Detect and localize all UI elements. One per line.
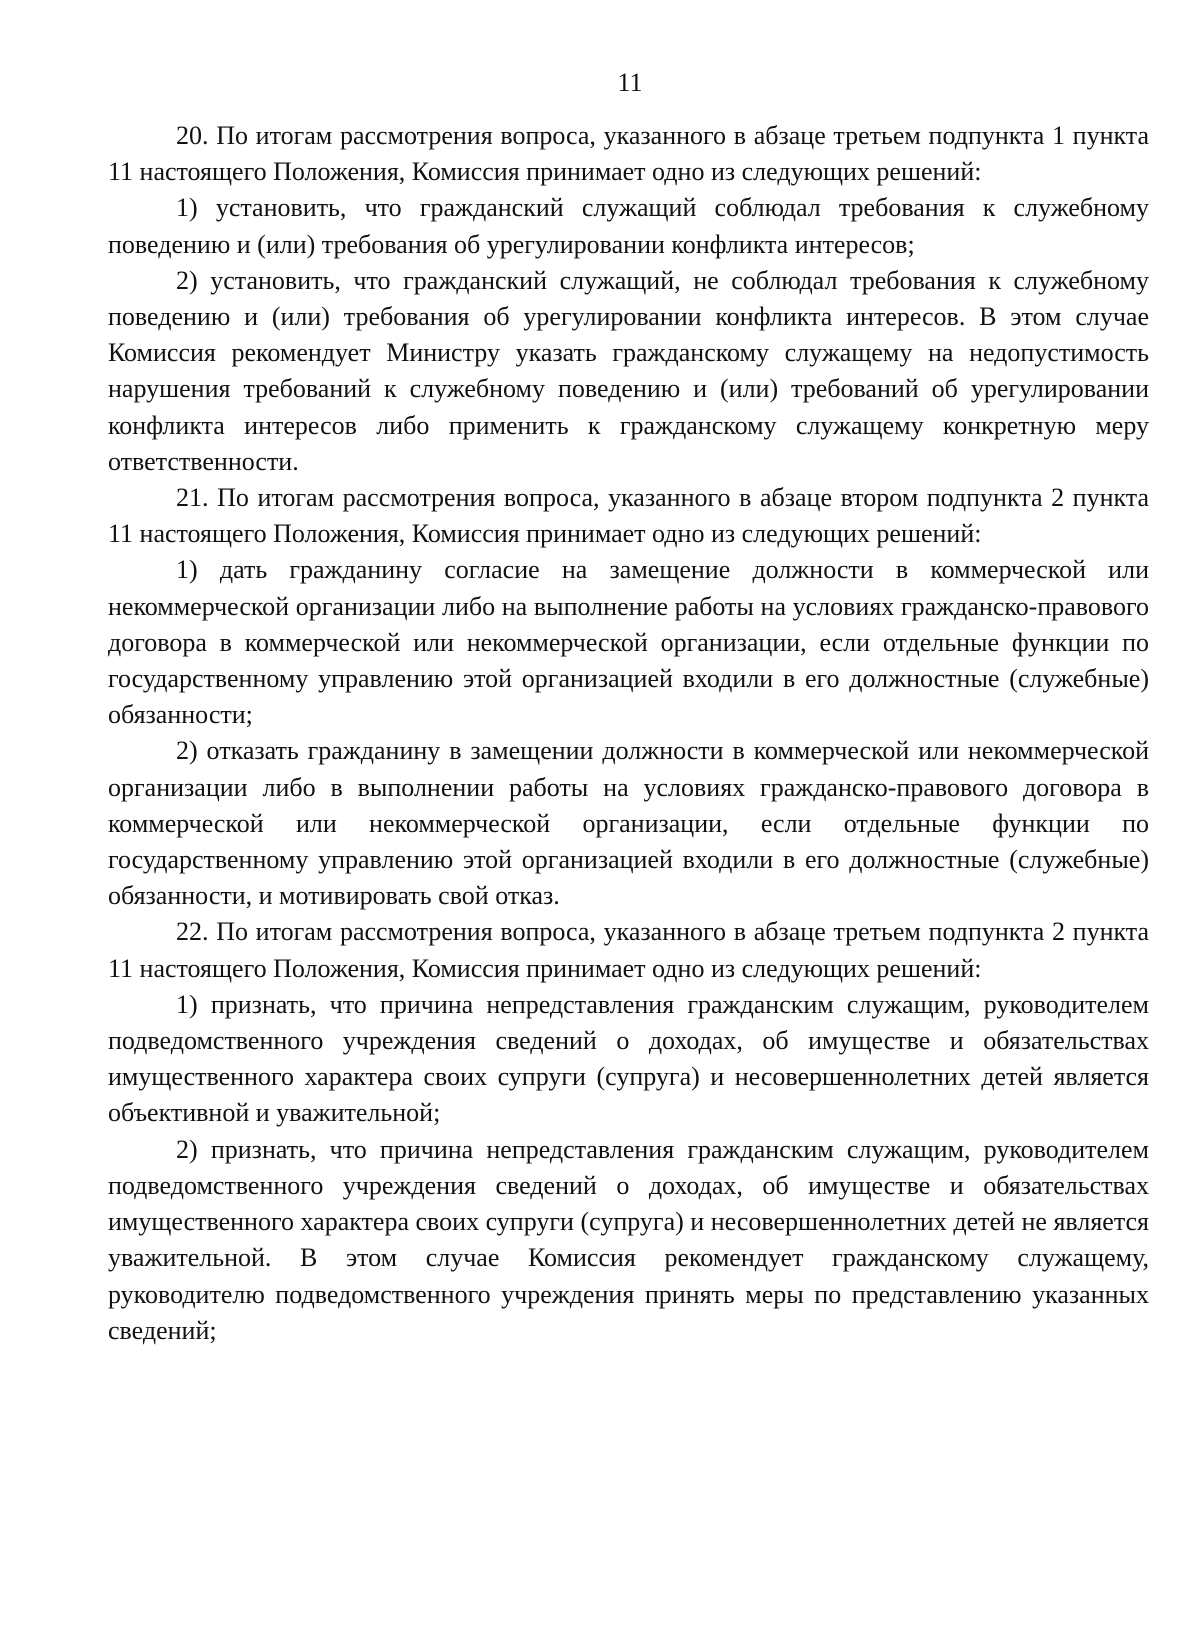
paragraph-20: 20. По итогам рассмотрения вопроса, указанного в абзаце третьем подпункта 1 пункта 11 настоящего Положения, Комиссия принимает одно из следующих решений: [108,121,1149,187]
paragraph-22-item-1: 1) признать, что причина непредставления гражданским служащим, руководителем подведомственного учреждения сведений о доходах, об имуществе и обязательствах имущественного характера своих супруги (супруга) и несовершеннолетних детей является объективной и уважительной; [108,989,1149,1128]
paragraph-21-item-1: 1) дать гражданину согласие на замещение должности в коммерческой или некоммерческой организации либо на выполнение работы на условиях гражданско-правового договора в коммерческой или некоммерческой организации, если отдельные функции по государственному управлению этой организацией входили в его должностные (служебные) обязанности; [108,555,1149,730]
paragraph-21-item-2: 2) отказать гражданину в замещении должности в коммерческой или некоммерческой организации либо в выполнении работы на условиях гражданско-правового договора в коммерческой или некоммерческой организации, если отдельные функции по государственному управлению этой организацией входили в его должностные (служебные) обязанности, и мотивировать свой отказ. [108,736,1149,911]
paragraph-20-item-2: 2) установить, что гражданский служащий, не соблюдал требования к служебному поведению и (или) требования об урегулировании конфликта интересов. В этом случае Комиссия рекомендует Министру указать гражданскому служащему на недопустимость нарушения требований к служебному поведению и (или) требований об урегулировании конфликта интересов либо применить к гражданскому служащему конкретную меру ответственности. [108,265,1149,476]
paragraph-20-item-1: 1) установить, что гражданский служащий соблюдал требования к служебному поведению и (или) требования об урегулировании конфликта интересов; [108,193,1149,259]
page-number: 11 [617,68,643,97]
paragraph-21: 21. По итогам рассмотрения вопроса, указанного в абзаце втором подпункта 2 пункта 11 настоящего Положения, Комиссия принимает одно из следующих решений: [108,483,1149,549]
document-body [108,118,1149,1349]
paragraph-22: 22. По итогам рассмотрения вопроса, указанного в абзаце третьем подпункта 2 пункта 11 настоящего Положения, Комиссия принимает одно из следующих решений: [108,917,1149,983]
paragraph-22-item-2: 2) признать, что причина непредставления гражданским служащим, руководителем подведомственного учреждения сведений о доходах, об имуществе и обязательствах имущественного характера своих супруги (супруга) и несовершеннолетних детей не является уважительной. В этом случае Комиссия рекомендует гражданскому служащему, руководителю подведомственного учреждения принять меры по представлению указанных сведений; [108,1134,1149,1345]
